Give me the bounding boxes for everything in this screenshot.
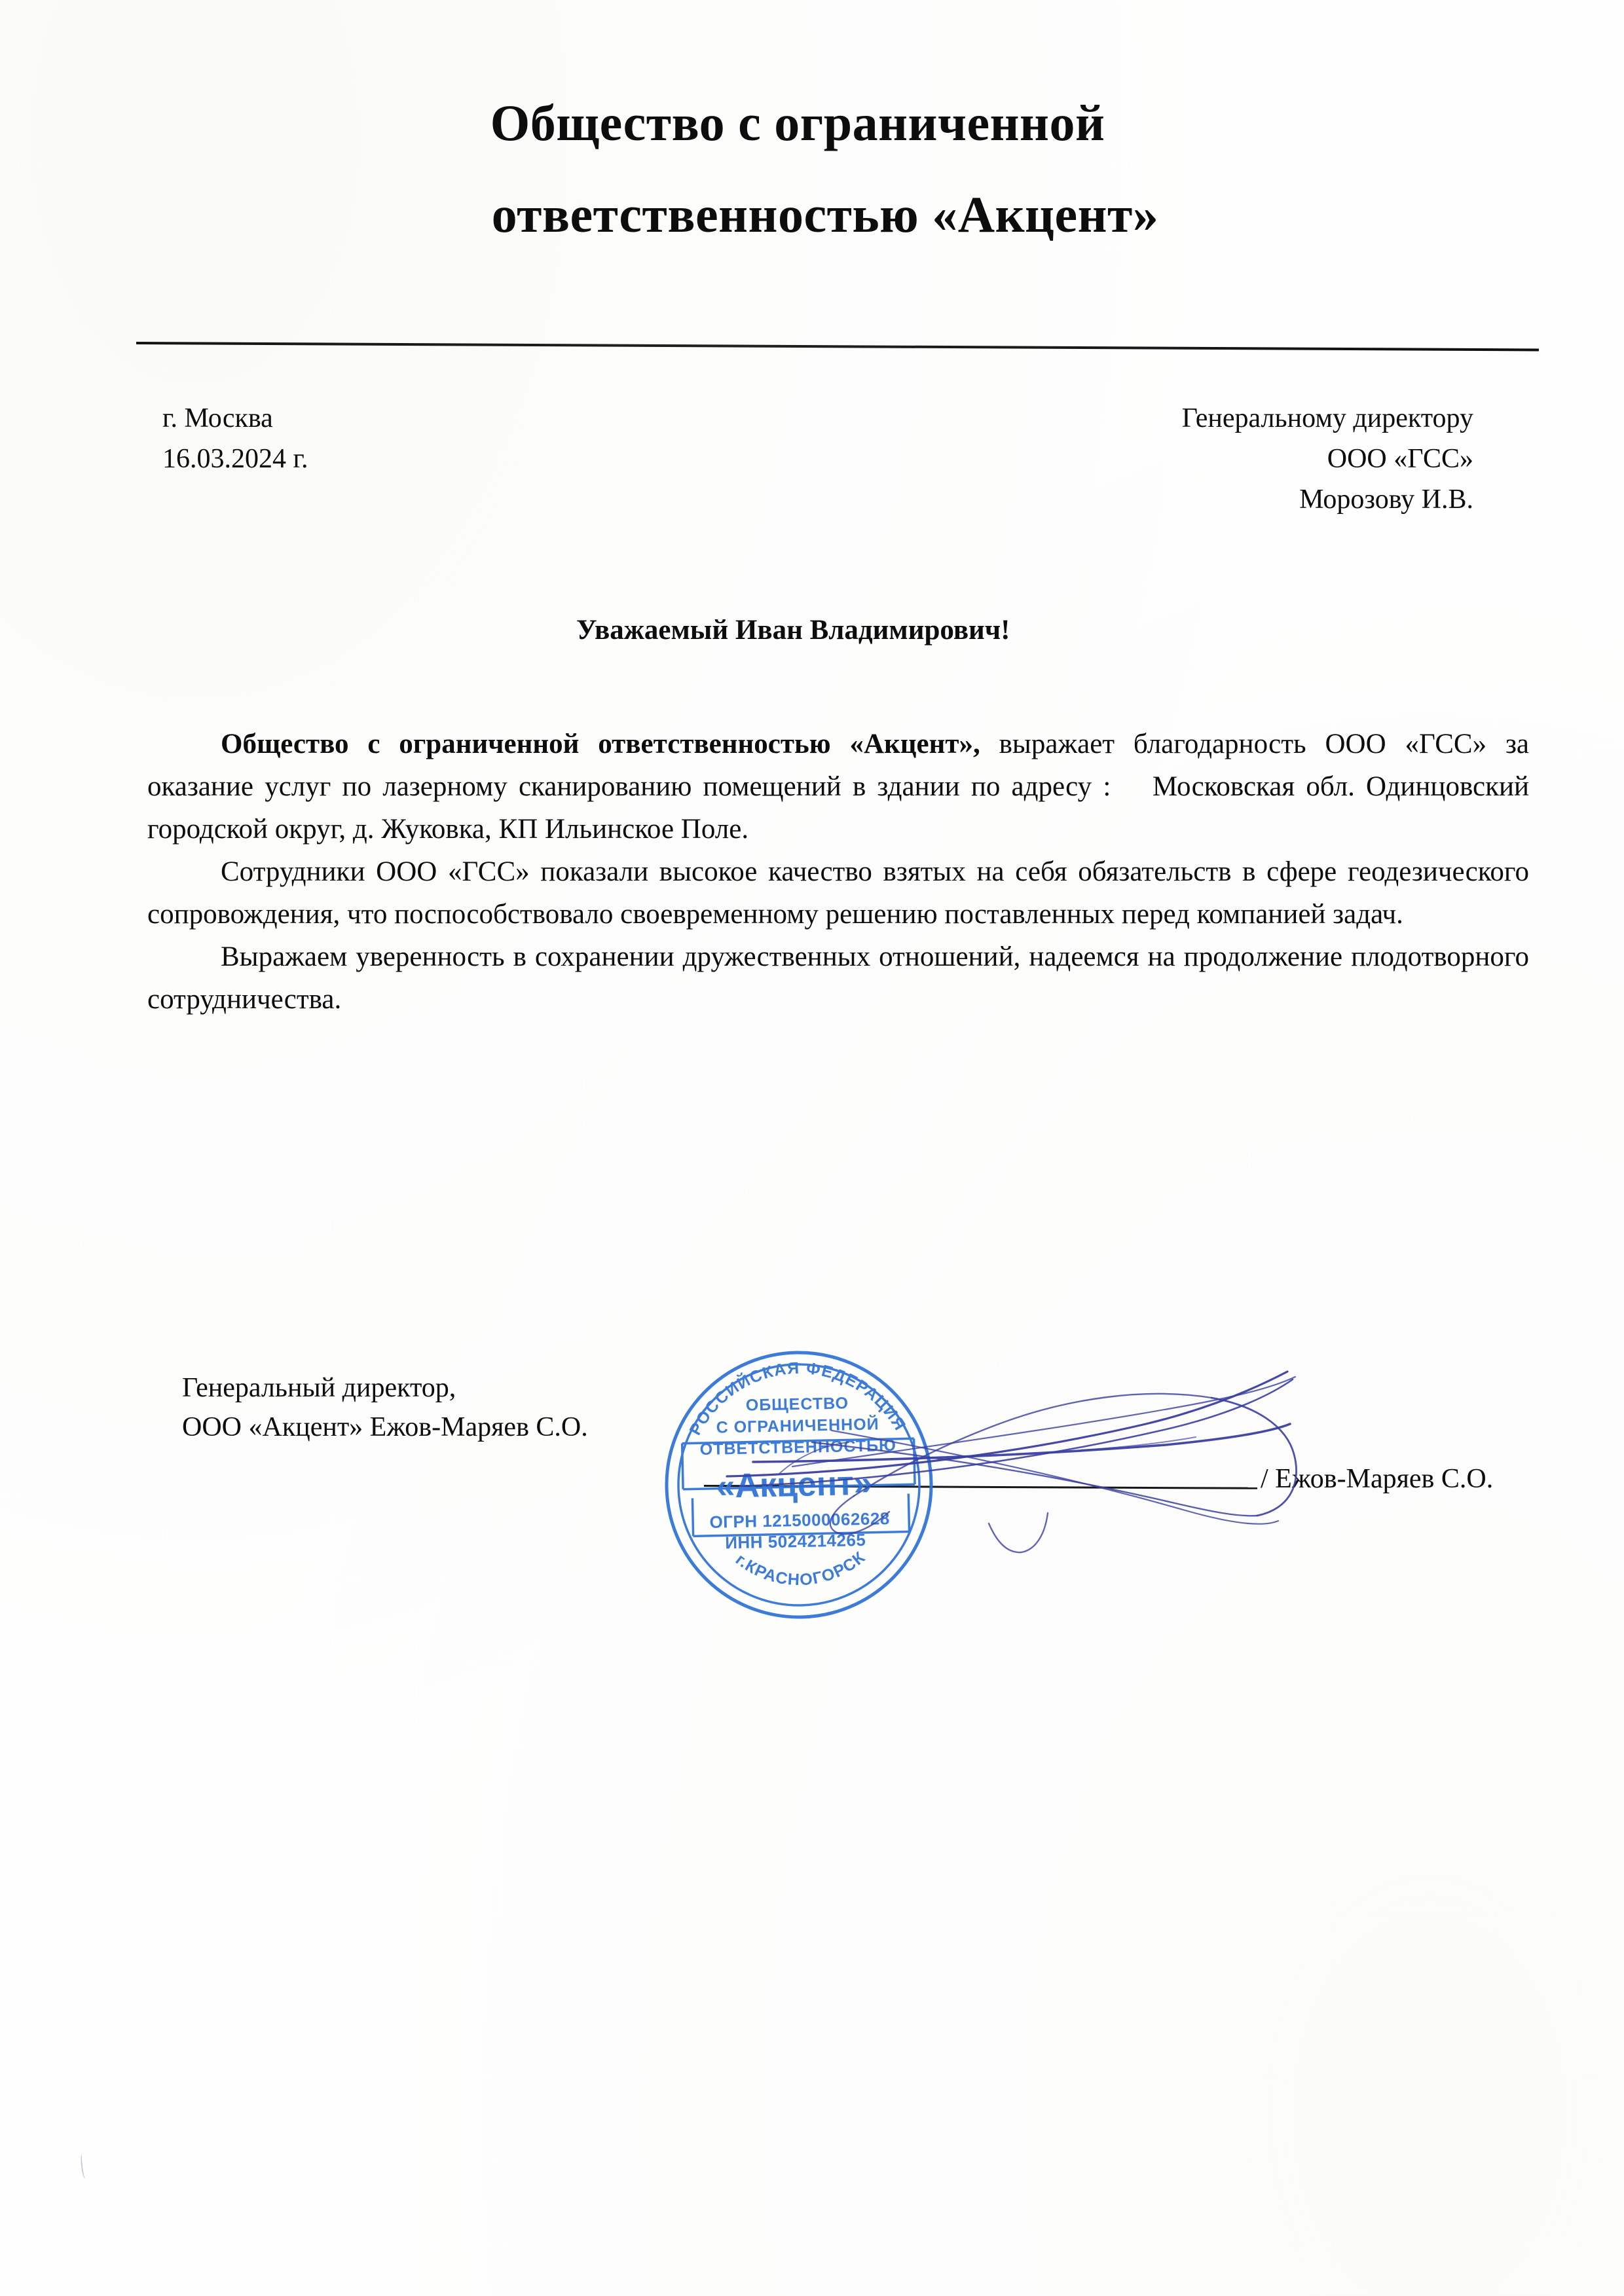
place-date-block [162,398,308,479]
company-stamp [655,1341,943,1629]
letter-body [147,723,1529,1021]
salutation: Уважаемый Иван Владимирович! [576,615,1010,646]
signatory-role: Генеральный директор, [182,1373,456,1403]
body-paragraph-1-gap [1111,771,1153,802]
stamp-ogrn: ОГРН 1215000062628 [709,1508,891,1532]
body-paragraph-2: Сотрудники ООО «ГСС» показали высокое качество взятых на себя обязательств в сфере геодезического сопровождения, что поспособствовало своевременному решению поставленных перед компанией задач. [147,856,1529,930]
body-paragraph-1-rest: выражает благодарность ООО «ГСС» за оказание услуг по лазерному сканированию помещений в здании по адресу : [147,729,1530,802]
signatory-printed-name: / Ежов-Маряев С.О. [1261,1464,1494,1494]
stamp-inn: ИНН 5024214265 [724,1529,866,1553]
stamp-inner-line-2: С ОГРАНИЧЕННОЙ [716,1415,879,1437]
body-paragraph-1-bold-lead: Общество с ограниченной ответственностью «Акцент», [221,729,980,759]
letterhead-title-line-1: Общество с ограниченной [490,94,1105,151]
stamp-arc-top-text: РОССИЙСКАЯ ФЕДЕРАЦИЯ [686,1358,910,1438]
body-paragraph-1 [147,723,1529,850]
stamp-inner-line-1: ОБЩЕСТВО [745,1394,849,1415]
signatory-company-name: ООО «Акцент» Ежов-Маряев С.О. [182,1412,588,1442]
addressee-role: Генеральному директору [1181,403,1473,433]
stamp-arc-bottom-text: г.КРАСНОГОРСК [731,1548,870,1590]
svg-text:г.КРАСНОГОРСК [731,1548,869,1591]
place-text: г. Москва [162,403,273,433]
addressee-name: Морозову И.В. [1299,484,1473,515]
signature-block [182,1368,588,1447]
body-paragraph-3: Выражаем уверенность в сохранении дружественных отношений, надеемся на продолжение плодотворного сотрудничества. [147,941,1529,1015]
letterhead-divider [136,342,1539,351]
addressee-company: ООО «ГСС» [1327,444,1473,474]
stamp-inner-line-3: ОТВЕТСТВЕННОСТЬЮ [699,1436,897,1459]
date-text: 16.03.2024 г. [162,444,308,474]
body-paragraph-1-address: Московская обл. Одинцовский городской округ, д. Жуковка, КП Ильинское Поле. [147,771,1529,845]
stamp-company-name: «Акцент» [715,1464,874,1506]
addressee-block [1182,398,1473,520]
letterhead-title-line-2: ответственностью «Акцент» [491,186,1159,243]
scan-artifact-speck [80,2154,88,2179]
letterhead [0,77,1624,261]
